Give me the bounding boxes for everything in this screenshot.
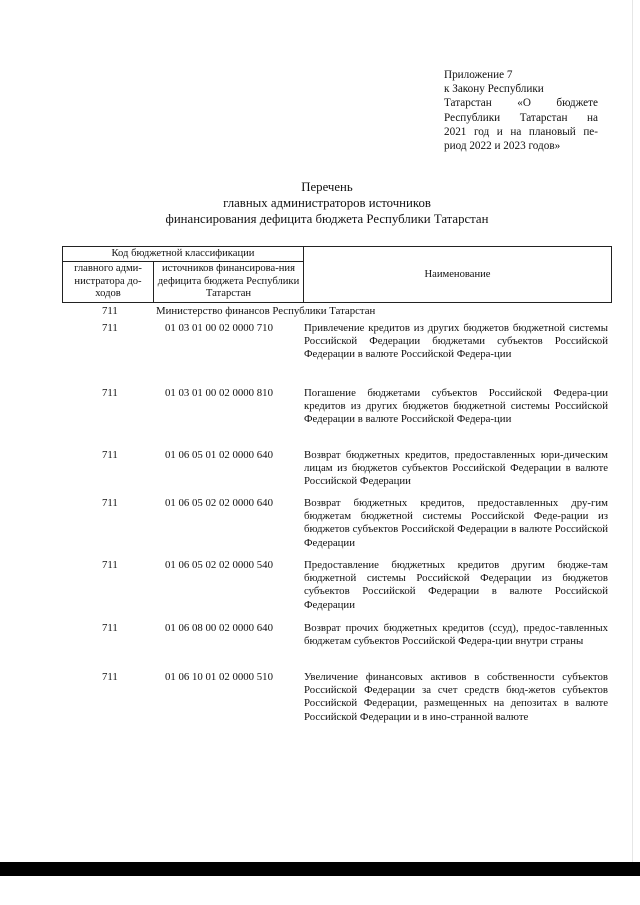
row-name: Возврат бюджетных кредитов, предоставленных дру-гим бюджетам бюджетной системы Российской Феде-рации из бюджетов субъектов Российской Федерации в валюте Российской Федерации: [304, 497, 608, 549]
title-line: Перечень: [301, 180, 353, 194]
source-code: 01 06 05 01 02 0000 640: [165, 449, 273, 461]
row-name: Возврат прочих бюджетных кредитов (ссуд), предос-тавленных бюджетам субъектов Российской Федера-ции внутри страны: [304, 622, 608, 648]
ministry-name: Министерство финансов Республики Татарстан: [156, 305, 376, 317]
appendix-line: 2021 год и на плановый пе-: [444, 125, 598, 138]
scan-bottom-bar: [0, 862, 640, 876]
header-group-label: Код бюджетной классификации: [111, 248, 255, 259]
admin-code: 711: [102, 305, 118, 317]
source-code: 01 06 10 01 02 0000 510: [165, 671, 273, 683]
row-name: Привлечение кредитов из других бюджетов бюджетной системы Российской Федерации бюджетами субъектов Российской Федерации в валюте Российской Федера-ции: [304, 322, 608, 361]
header-col3-label: Наименование: [424, 269, 491, 280]
row-name: Возврат бюджетных кредитов, предоставленных юри-дическим лицам из бюджетов субъектов Российской Федерации в валюте Российской Федерации: [304, 449, 608, 488]
appendix-line: к Закону Республики: [444, 83, 544, 96]
admin-code: 711: [102, 671, 118, 683]
appendix-line: Республики Татарстан на: [444, 111, 598, 124]
row-name: Погашение бюджетами субъектов Российской Федера-ции кредитов из других бюджетов бюджетной системы Российской Федерации в валюте Российской Федера-ции: [304, 387, 608, 426]
source-code: 01 06 05 02 02 0000 540: [165, 559, 273, 571]
header-col1-label: главного адми-нистратора до-ходов: [74, 263, 142, 300]
admin-code: 711: [102, 322, 118, 334]
source-code: 01 06 05 02 02 0000 640: [165, 497, 273, 509]
admin-code: 711: [102, 622, 118, 634]
source-code: 01 03 01 00 02 0000 810: [165, 387, 273, 399]
appendix-line: риод 2022 и 2023 годов»: [444, 140, 561, 153]
page-title: [100, 180, 554, 227]
source-code: 01 06 08 00 02 0000 640: [165, 622, 273, 634]
scan-edge-line: [632, 0, 633, 862]
row-name: Увеличение финансовых активов в собственности субъектов Российской Федерации за счет средств бюд-жетов субъектов Российской Федерации, размещенных на депозитах в валюте Российской Федерации и в ино-странной валюте: [304, 671, 608, 723]
admin-code: 711: [102, 497, 118, 509]
admin-code: 711: [102, 559, 118, 571]
title-line: финансирования дефицита бюджета Республики Татарстан: [165, 211, 489, 226]
ministry-row: [62, 305, 612, 319]
appendix-line: Приложение 7: [444, 69, 513, 81]
admin-code: 711: [102, 387, 118, 399]
appendix-note: [444, 68, 598, 153]
admin-code: 711: [102, 449, 118, 461]
header-col2-label: источников финансирова-ния дефицита бюджета Республики Татарстан: [157, 263, 300, 300]
title-line: главных администраторов источников: [223, 195, 431, 210]
source-code: 01 03 01 00 02 0000 710: [165, 322, 273, 334]
appendix-line: Татарстан «О бюджете: [444, 97, 598, 110]
row-name: Предоставление бюджетных кредитов другим бюдже-там бюджетной системы Российской Федерации из бюджетов субъектов Российской Федерации в валюте Российской Федерации: [304, 559, 608, 611]
